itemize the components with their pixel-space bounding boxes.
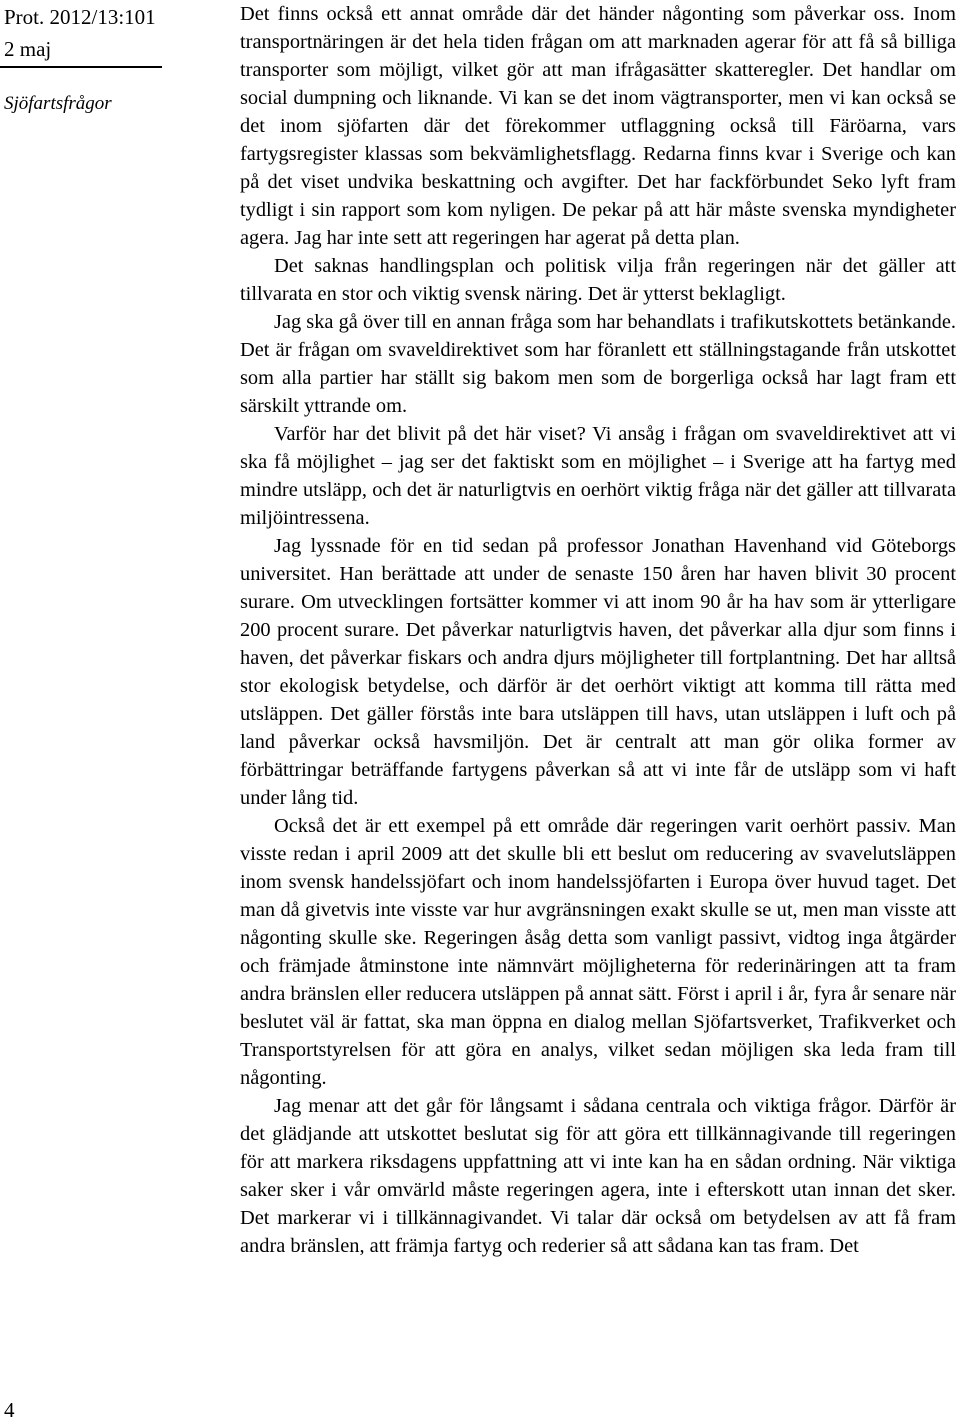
page-number: 4	[4, 1398, 15, 1422]
paragraph: Varför har det blivit på det här viset? Vi ansåg i frågan om svaveldirektivet att vi ska få möjlighet – jag ser det faktiskt som en möjlighet – i Sverige att ha fartyg med mindre utsläpp, och det är naturligtvis en oerhört viktig fråga när det gäller att tillvarata miljöintressena.	[240, 423, 956, 529]
paragraph: Det saknas handlingsplan och politisk vilja från regeringen när det gäller att tillvarata en stor och viktig svensk näring. Det är ytterst beklagligt.	[240, 255, 956, 305]
session-date: 2 maj	[4, 37, 52, 61]
paragraph: Det finns också ett annat område där det händer någonting som påverkar oss. Inom transportnäringen är det hela tiden frågan om att marknaden agerar för att få så billiga transporter som möjligt, vilket gör att man ifrågasätter skatteregler. Det handlar om social dumpning och liknande. Vi kan se det inom vägtransporter, men vi kan också se det inom sjöfarten där det förekommer utflaggning också till Färöarna, vars fartygsregister klassas som bekvämlighetsflagg. Redarna finns kvar i Sverige och kan på det viset undvika beskattning och avgifter. Det har fackförbundet Seko lyft fram tydligt i sin rapport som kom nyligen. De pekar på att här måste svenska myndigheter agera. Jag har inte sett att regeringen har agerat på detta plan.	[240, 3, 956, 249]
paragraph: Jag lyssnade för en tid sedan på professor Jonathan Havenhand vid Göteborgs universitet. Han berättade att under de senaste 150 åren har haven blivit 30 procent surare. Om utvecklingen fortsätter kommer vi att inom 90 år ha hav som är ytterligare 200 procent surare. Det påverkar naturligtvis haven, det påverkar alla djur som finns i haven, det påverkar fiskars och andra djurs möjligheter till fortplantning. Det har alltså stor ekologisk betydelse, och därför är det oerhört viktigt att komma till rätta med utsläppen. Det gäller förstås inte bara utsläppen till havs, utan utsläppen i luft och på land påverkar också havsmiljön. Det är centralt att man gör olika former av förbättringar beträffande fartygens påverkan så att vi inte får de utsläpp som vi haft under lång tid.	[240, 535, 956, 809]
speech-text	[240, 0, 956, 1260]
paragraph: Också det är ett exempel på ett område där regeringen varit oerhört passiv. Man visste redan i april 2009 att det skulle bli ett beslut om reducering av svavelutsläppen inom svensk handelssjöfart och inom handelssjöfarten i Europa över huvud taget. Det man då givetvis inte visste var hur avgränsningen exakt skulle se ut, men man visste att någonting skulle ske. Regeringen åsåg detta som vanligt passivt, vidtog inga åtgärder och främjade åtminstone inte nämnvärt möjligheterna för rederinäringen att ta fram andra bränslen eller reducera utsläppen på annat sätt. Först i april i år, fyra år senare när beslutet väl är fattat, ska man öppna en dialog mellan Sjöfartsverket, Trafikverket och Transportstyrelsen för att göra en analys, vilket sedan möjligen ska leda fram till någonting.	[240, 815, 956, 1089]
paragraph: Jag menar att det går för långsamt i sådana centrala och viktiga frågor. Därför är det glädjande att utskottet beslutat sig för att göra ett tillkännagivande till regeringen för att markera riksdagens uppfattning att vi inte kan ha en sådan ordning. När viktiga saker sker i vår omvärld måste regeringen agera, inte i efterskott utan innan det sker. Det markerar vi i tillkännagivandet. Vi talar där också om betydelsen av att få fram andra bränslen, att främja fartyg och rederier så att sådana kan tas fram. Det	[240, 1095, 956, 1257]
section-title: Sjöfartsfrågor	[4, 93, 112, 114]
header-rule	[0, 66, 162, 68]
protocol-number: Prot. 2012/13:101	[4, 5, 156, 29]
paragraph: Jag ska gå över till en annan fråga som har behandlats i trafikutskottets betänkande. Det är frågan om svaveldirektivet som har föranlett ett ställningstagande från utskottet som alla partier har ställt sig bakom men som de borgerliga också har lagt fram ett särskilt yttrande om.	[240, 311, 956, 417]
